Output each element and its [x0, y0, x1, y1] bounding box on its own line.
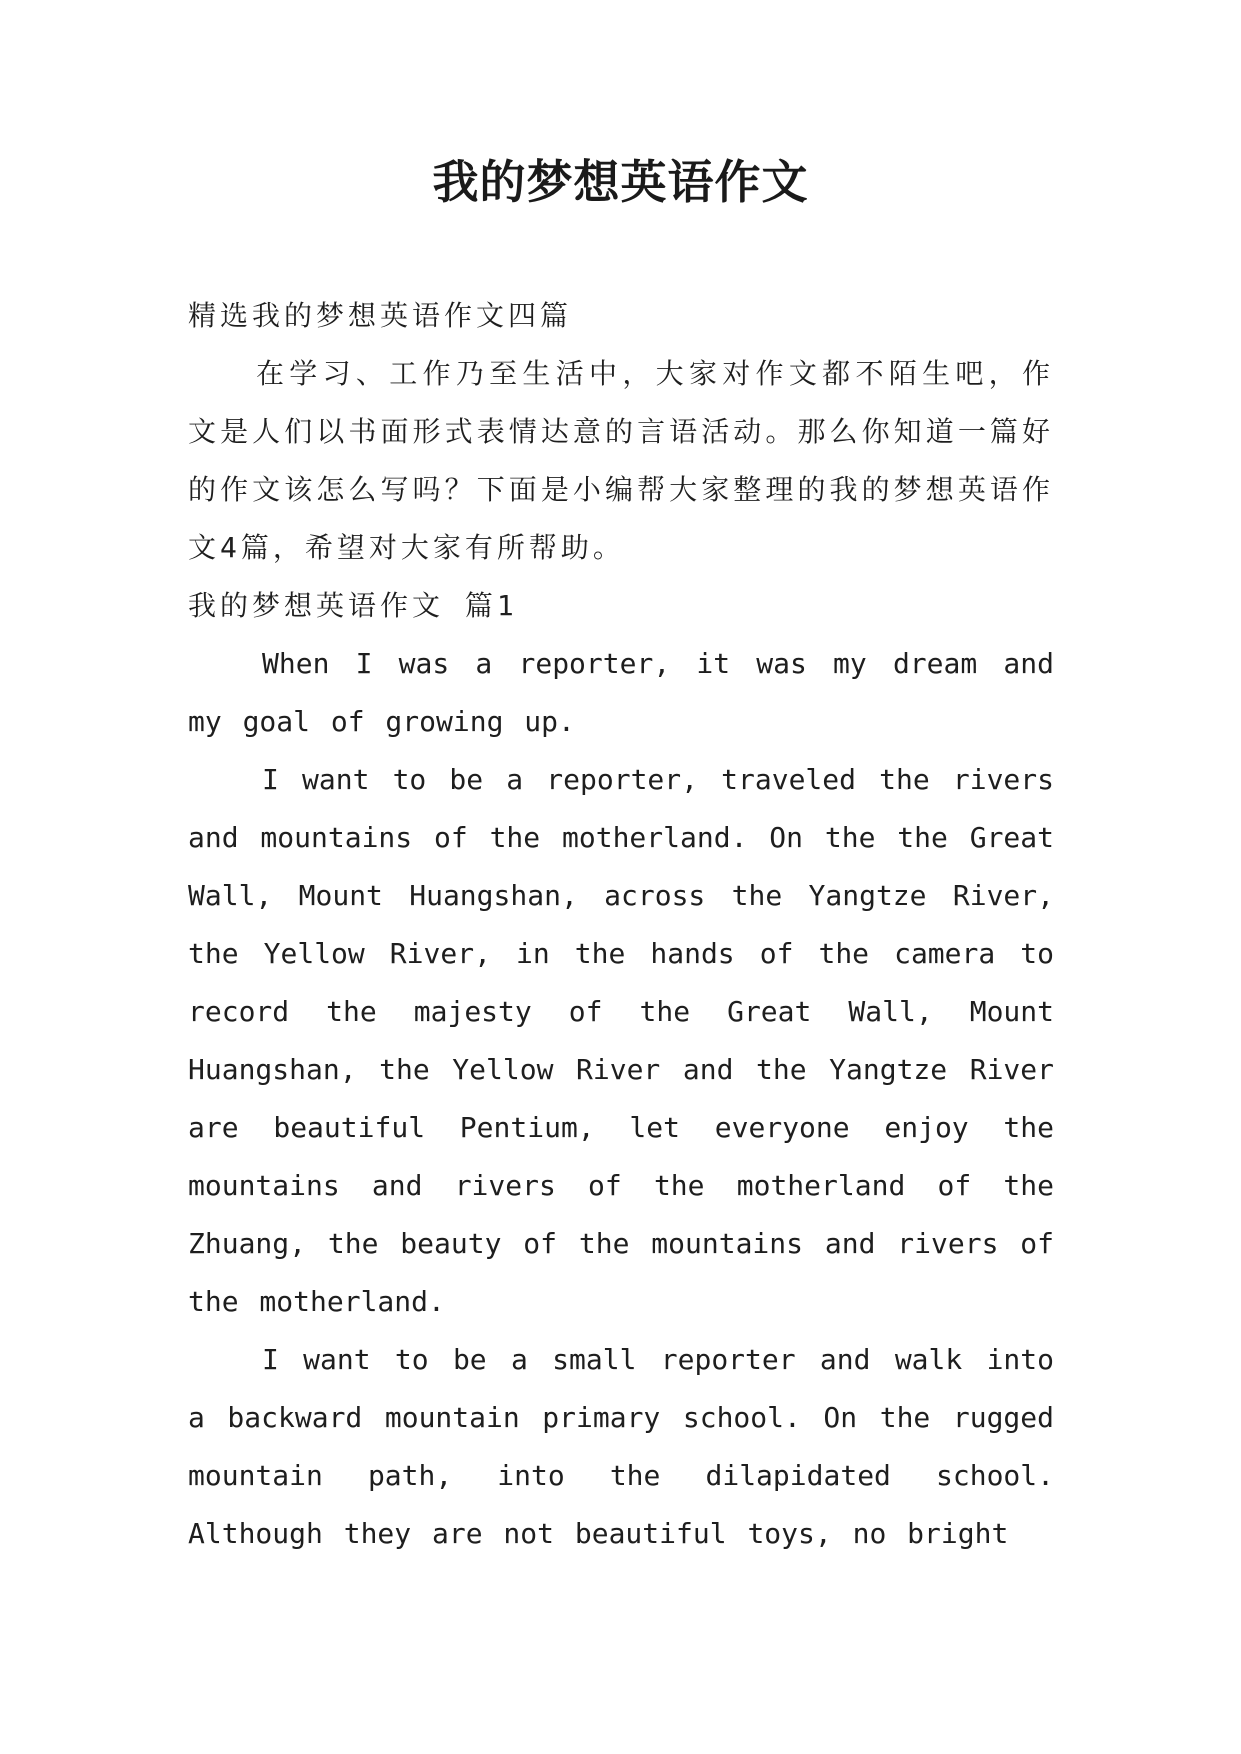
- paragraph-1: When I was a reporter, it was my dream and my goal of growing up.: [188, 647, 1054, 738]
- section-heading: 我的梦想英语作文 篇1: [188, 589, 518, 622]
- document-title: 我的梦想英语作文: [432, 155, 809, 209]
- document-body: [188, 287, 1054, 1563]
- paragraph-2: I want to be a reporter, traveled the rivers and mountains of the motherland. On the the Great Wall, Mount Huangshan, across the Yangtze River, the Yellow River, in the hands of the camera to record the majesty of the Great Wall, Mount Huangshan, the Yellow River and the Yangtze River are beautiful Pentium, let everyone enjoy the mountains and rivers of the motherland of the Zhuang, the beauty of the mountains and rivers of the motherland.: [188, 763, 1054, 1318]
- intro-paragraph: 在学习、工作乃至生活中，大家对作文都不陌生吧，作文是人们以书面形式表情达意的言语活动。那么你知道一篇好的作文该怎么写吗？下面是小编帮大家整理的我的梦想英语作文4篇，希望对大家有所帮助。: [188, 357, 1054, 564]
- paragraph-3: I want to be a small reporter and walk into a backward mountain primary school. On the rugged mountain path, into the dilapidated school. Although they are not beautiful toys, no bright: [188, 1343, 1054, 1550]
- subtitle: 精选我的梦想英语作文四篇: [188, 299, 573, 332]
